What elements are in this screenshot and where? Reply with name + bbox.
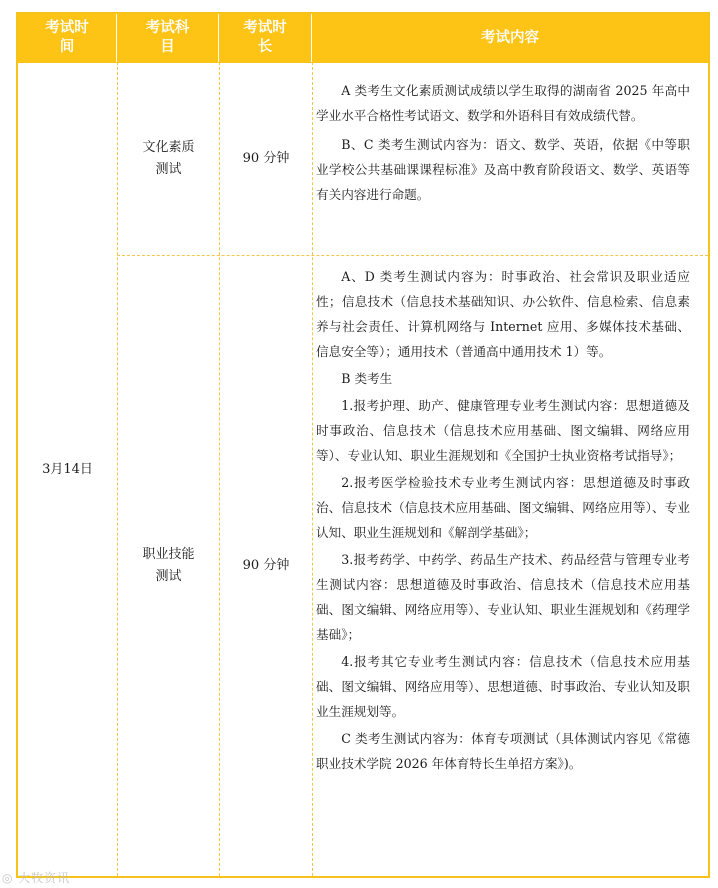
header-exam-content-label: 考试内容 — [481, 29, 539, 46]
duration-text: 90 分钟 — [242, 151, 290, 166]
header-exam-duration-line2: 长 — [257, 39, 273, 55]
content-paragraph: 4.报考其它专业考生测试内容：信息技术（信息技术应用基础、图文编辑、网络应用等）、思想道德、时事政治、专业认知及职业生涯规划等。 — [316, 654, 690, 719]
content-paragraph: B 类考生 — [341, 371, 393, 386]
content-paragraph: C 类考生测试内容为：体育专项测试（具体测试内容见《常德职业技术学院 2026 年体育特长生单招方案》)。 — [316, 731, 690, 771]
content-paragraph: A 类考生文化素质测试成绩以学生取得的湖南省 2025 年高中学业水平合格性考试语文、数学和外语科目有效成绩代替。 — [316, 83, 690, 123]
subject-name-line2: 测试 — [155, 569, 182, 584]
header-exam-time — [18, 14, 117, 62]
header-exam-duration — [219, 14, 312, 62]
column-divider — [312, 62, 313, 876]
content-paragraph: A、D 类考生测试内容为：时事政治、社会常识及职业适应性；信息技术（信息技术基础知识、办公软件、信息检索、信息素养与社会责任、计算机网络与 Internet 应用、多媒体技术基础、信息安全等）；通用技术（普通高中通用技术 1）等。 — [316, 269, 690, 359]
subject-name-line1: 职业技能 — [142, 547, 195, 562]
content-paragraph: 3.报考药学、中药学、药品生产技术、药品经营与管理专业考生测试内容：思想道德及时事政治、信息技术（信息技术应用基础、图文编辑、网络应用等）、专业认知、职业生涯规划和《药理学基础》； — [316, 552, 690, 642]
header-exam-subject — [117, 14, 219, 62]
duration-text: 90 分钟 — [242, 558, 290, 573]
watermark — [2, 869, 70, 886]
subject-cell — [118, 256, 219, 876]
table-header — [18, 14, 708, 62]
watermark-logo-icon: ◎ — [2, 871, 19, 885]
content-paragraph: 1.报考护理、助产、健康管理专业考生测试内容：思想道德及时事政治、信息技术（信息技术应用基础、图文编辑、网络应用等）、专业认知、职业生涯规划和《全国护士执业资格考试指导》； — [316, 398, 690, 463]
exam-date — [18, 63, 117, 876]
content-cell — [316, 264, 690, 776]
content-cell — [316, 78, 690, 207]
subject-name-line2: 测试 — [155, 162, 182, 177]
content-paragraph: 2.报考医学检验技术专业考生测试内容：思想道德及时事政治、信息技术（信息技术应用基础、图文编辑、网络应用等）、专业认知、职业生涯规划和《解剖学基础》； — [316, 475, 690, 540]
header-exam-content — [312, 14, 708, 62]
exam-date-text: 3月14日 — [42, 461, 93, 477]
subject-name-line1: 文化素质 — [142, 140, 195, 155]
header-exam-subject-line2: 目 — [160, 39, 175, 55]
header-exam-duration-line1: 考试时 — [243, 20, 287, 36]
duration-cell — [220, 256, 312, 876]
subject-cell — [118, 63, 219, 255]
header-exam-time-line1: 考试时 — [45, 20, 89, 36]
header-exam-time-line2: 间 — [59, 39, 75, 55]
exam-schedule-table — [16, 12, 710, 878]
duration-cell — [220, 63, 312, 255]
content-paragraph: B、C 类考生测试内容为：语文、数学、英语，依据《中等职业学校公共基础课课程标准》及高中教育阶段语文、数学、英语等有关内容进行命题。 — [316, 137, 690, 202]
header-exam-subject-line1: 考试科 — [145, 20, 190, 36]
watermark-text: 大牧资讯 — [18, 871, 71, 885]
